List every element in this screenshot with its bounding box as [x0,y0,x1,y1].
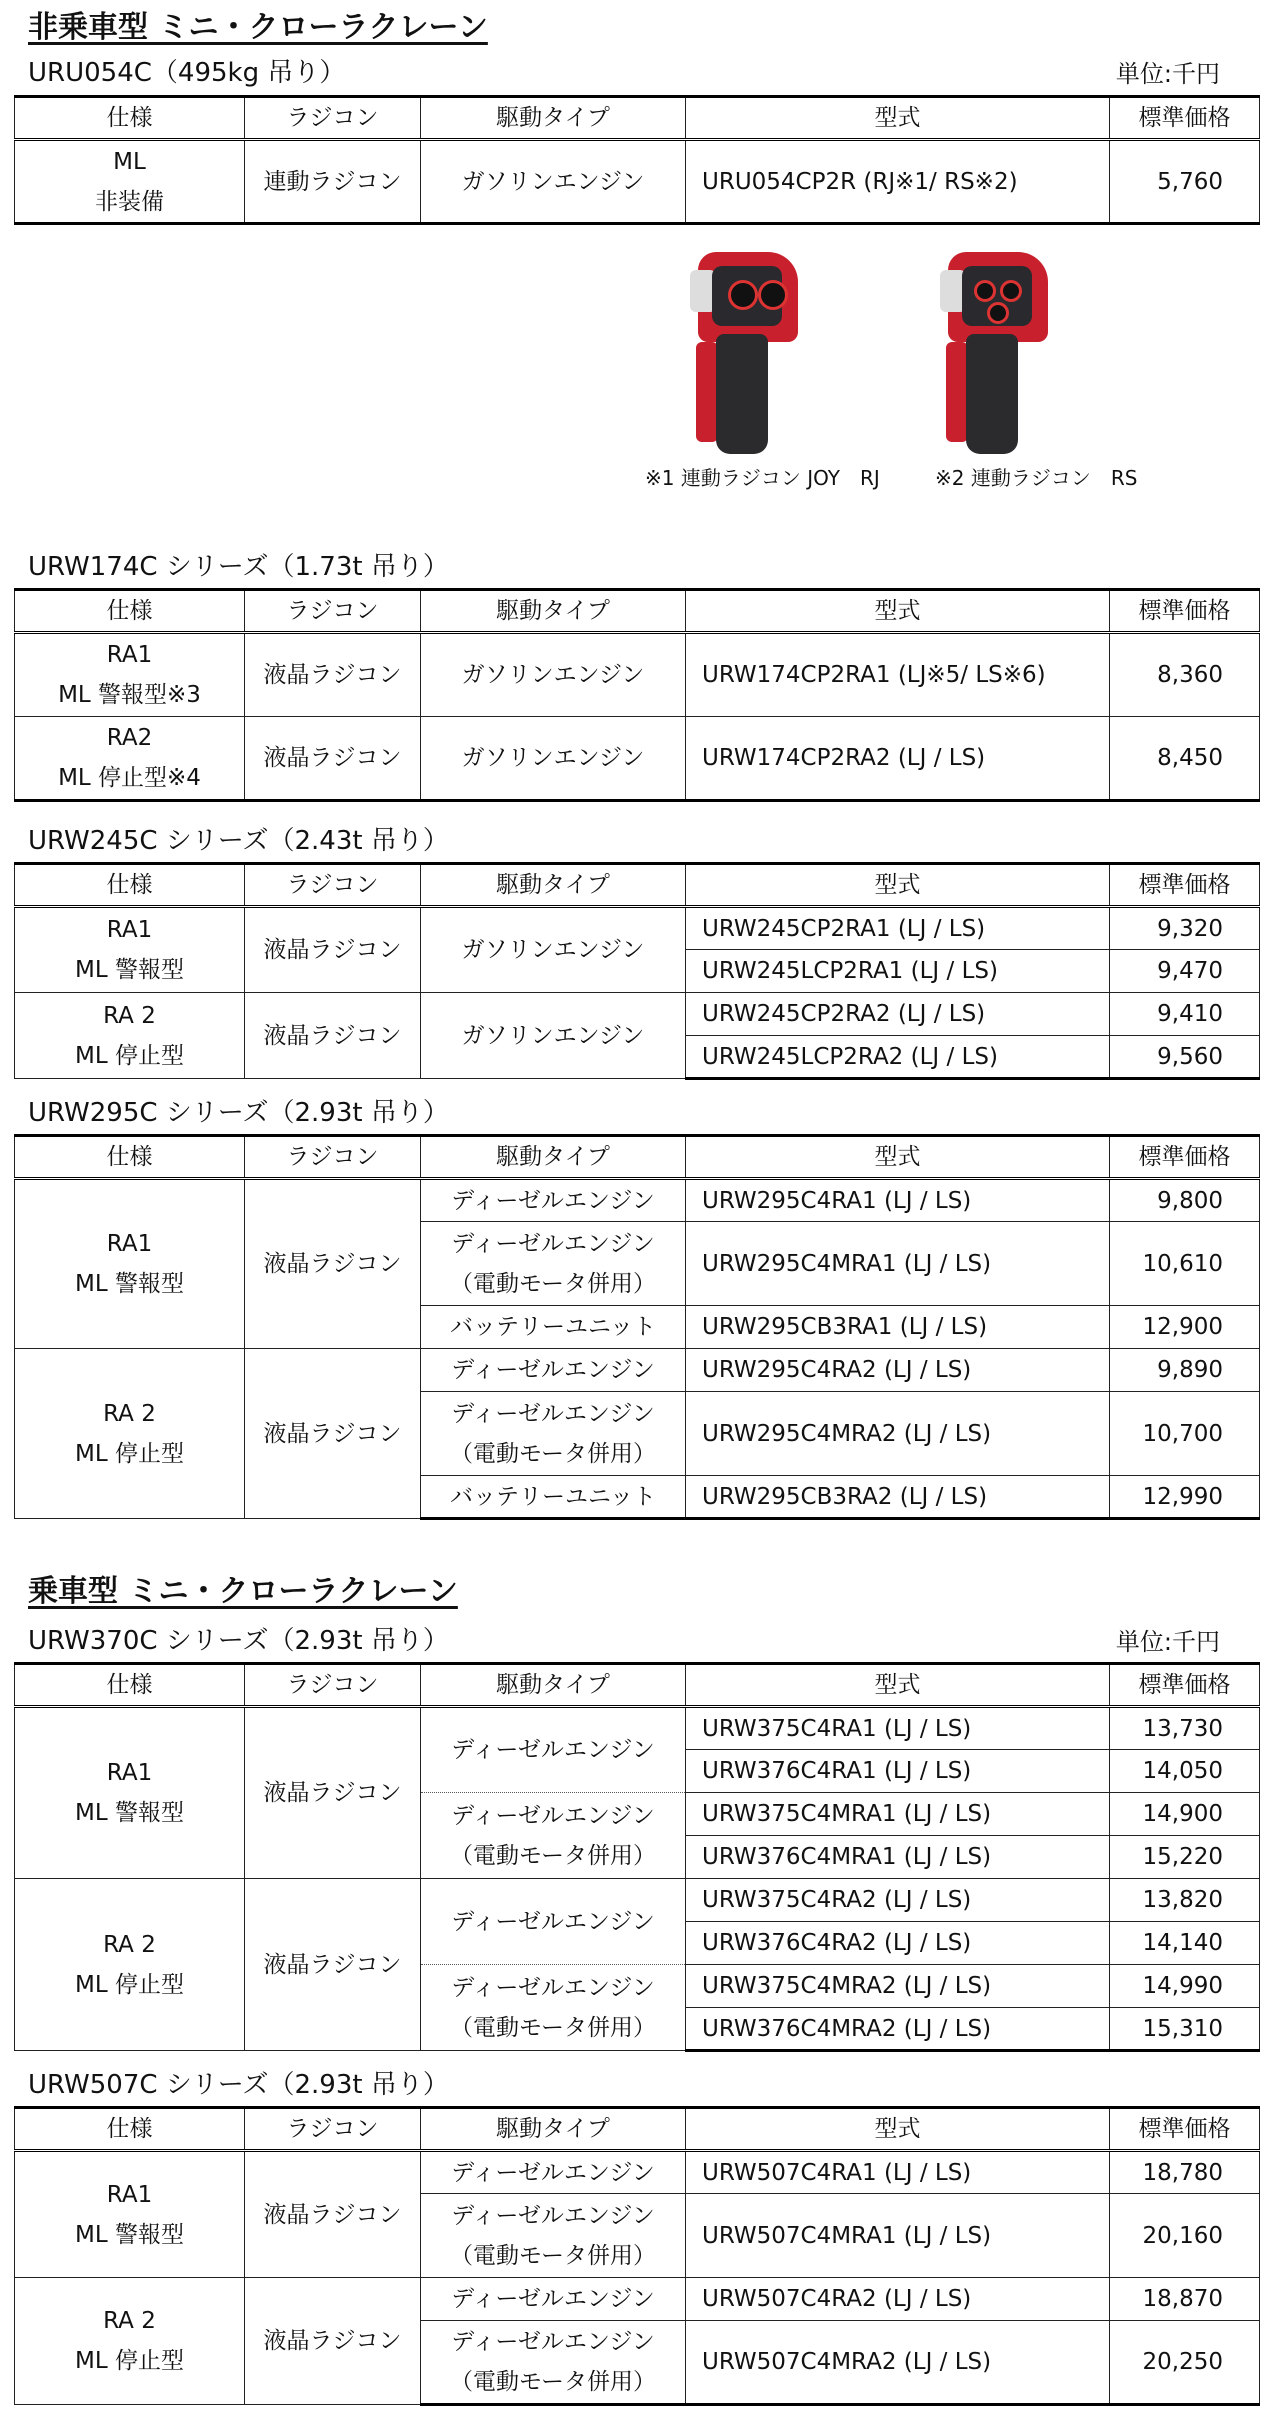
header-model: 型式 [686,590,1110,633]
drive-cell: バッテリーユニット [421,1306,686,1349]
spec-cell: RA 2 ML 停止型 [15,1879,245,2051]
price-cell: 14,900 [1110,1793,1260,1836]
header-price: 標準価格 [1110,864,1260,907]
radio-cell: 液晶ラジコン [245,2151,421,2278]
table-row [15,1879,1260,1922]
header-spec: 仕様 [15,590,245,633]
price-cell: 13,730 [1110,1707,1260,1750]
table-row [15,717,1260,801]
price-cell: 10,700 [1110,1392,1260,1476]
price-cell: 13,820 [1110,1879,1260,1922]
table-row [15,140,1260,224]
table-urw370c [14,1662,1260,2052]
model-cell: URW245CP2RA1 (LJ / LS) [686,907,1110,950]
price-cell: 9,800 [1110,1179,1260,1222]
header-price: 標準価格 [1110,1136,1260,1179]
caption-rj: ※1 連動ラジコン JOY RJ [645,466,880,490]
spec-cell: RA 2 ML 停止型 [15,1349,245,1519]
header-model: 型式 [686,1136,1110,1179]
model-cell: URW375C4RA2 (LJ / LS) [686,1879,1110,1922]
model-cell: URW174CP2RA2 (LJ / LS) [686,717,1110,801]
unit-label: 単位:千円 [1115,60,1220,88]
spec-cell: RA1 ML 警報型 [15,907,245,993]
price-cell: 9,410 [1110,993,1260,1036]
model-cell: URW375C4RA1 (LJ / LS) [686,1707,1110,1750]
spec-cell: RA 2 ML 停止型 [15,2278,245,2405]
header-radio: ラジコン [245,97,421,140]
radio-cell: 液晶ラジコン [245,2278,421,2405]
remote-rs-image [940,252,1040,462]
table-row [15,1707,1260,1750]
series-title-urw295c: URW295C シリーズ（2.93t 吊り） [28,1098,449,1128]
spec-cell: RA1 ML 警報型 [15,1179,245,1349]
model-cell: URW245CP2RA2 (LJ / LS) [686,993,1110,1036]
header-drive: 駆動タイプ [421,1664,686,1707]
header-model: 型式 [686,864,1110,907]
spec-cell: RA2 ML 停止型※4 [15,717,245,801]
price-cell: 9,320 [1110,907,1260,950]
drive-cell: ガソリンエンジン [421,907,686,993]
table-header-row [15,2108,1260,2151]
model-cell: URW376C4MRA2 (LJ / LS) [686,2008,1110,2051]
radio-cell: 連動ラジコン [245,140,421,224]
model-cell: URW295C4RA2 (LJ / LS) [686,1349,1110,1392]
model-cell: URW295CB3RA1 (LJ / LS) [686,1306,1110,1349]
radio-cell: 液晶ラジコン [245,633,421,717]
header-model: 型式 [686,1664,1110,1707]
price-cell: 12,990 [1110,1476,1260,1519]
unit-label-2: 単位:千円 [1115,1628,1220,1656]
table-row [15,2278,1260,2321]
header-spec: 仕様 [15,1136,245,1179]
radio-cell: 液晶ラジコン [245,1707,421,1879]
drive-cell: ディーゼルエンジン [421,1179,686,1222]
series-title-urw174c: URW174C シリーズ（1.73t 吊り） [28,552,449,582]
drive-cell: ガソリンエンジン [421,140,686,224]
price-cell: 14,990 [1110,1965,1260,2008]
table-row [15,1179,1260,1222]
drive-cell: ディーゼルエンジン [421,2278,686,2321]
drive-cell: ガソリンエンジン [421,993,686,1079]
price-cell: 8,450 [1110,717,1260,801]
header-radio: ラジコン [245,2108,421,2151]
header-radio: ラジコン [245,1136,421,1179]
price-cell: 18,870 [1110,2278,1260,2321]
series-title-uru054c: URU054C（495kg 吊り） [28,58,346,88]
table-row [15,633,1260,717]
model-cell: URW174CP2RA1 (LJ※5/ LS※6) [686,633,1110,717]
price-cell: 20,160 [1110,2194,1260,2278]
price-cell: 14,140 [1110,1922,1260,1965]
header-drive: 駆動タイプ [421,1136,686,1179]
drive-cell: ディーゼルエンジン （電動モータ併用） [421,1793,686,1879]
header-price: 標準価格 [1110,590,1260,633]
table-urw245c [14,862,1260,1080]
section-title-ride: 乗車型 ミニ・クローラクレーン [28,1574,458,1609]
price-cell: 15,310 [1110,2008,1260,2051]
table-row [15,2151,1260,2194]
radio-cell: 液晶ラジコン [245,1879,421,2051]
drive-cell: ディーゼルエンジン （電動モータ併用） [421,1222,686,1306]
model-cell: URW507C4MRA2 (LJ / LS) [686,2321,1110,2405]
radio-cell: 液晶ラジコン [245,1179,421,1349]
model-cell: URW376C4RA1 (LJ / LS) [686,1750,1110,1793]
price-cell: 5,760 [1110,140,1260,224]
table-urw295c [14,1134,1260,1520]
table-header-row [15,1664,1260,1707]
drive-cell: ディーゼルエンジン [421,1349,686,1392]
table-row [15,907,1260,950]
header-model: 型式 [686,97,1110,140]
spec-cell: RA1 ML 警報型 [15,2151,245,2278]
table-uru054c [14,95,1260,225]
model-cell: URW245LCP2RA2 (LJ / LS) [686,1036,1110,1079]
radio-cell: 液晶ラジコン [245,993,421,1079]
header-price: 標準価格 [1110,97,1260,140]
price-cell: 15,220 [1110,1836,1260,1879]
model-cell: URW376C4MRA1 (LJ / LS) [686,1836,1110,1879]
header-model: 型式 [686,2108,1110,2151]
spec-cell: RA1 ML 警報型 [15,1707,245,1879]
series-title-urw507c: URW507C シリーズ（2.93t 吊り） [28,2070,449,2100]
drive-cell: ディーゼルエンジン [421,1707,686,1793]
price-cell: 18,780 [1110,2151,1260,2194]
header-spec: 仕様 [15,864,245,907]
header-drive: 駆動タイプ [421,864,686,907]
model-cell: URW295C4MRA2 (LJ / LS) [686,1392,1110,1476]
model-cell: URW295C4RA1 (LJ / LS) [686,1179,1110,1222]
header-radio: ラジコン [245,590,421,633]
drive-cell: ディーゼルエンジン [421,2151,686,2194]
drive-cell: ガソリンエンジン [421,633,686,717]
remote-rj-image [690,252,790,462]
header-spec: 仕様 [15,2108,245,2151]
series-title-urw245c: URW245C シリーズ（2.43t 吊り） [28,826,449,856]
model-cell: URW295CB3RA2 (LJ / LS) [686,1476,1110,1519]
table-row [15,993,1260,1036]
model-cell: URU054CP2R (RJ※1/ RS※2) [686,140,1110,224]
header-drive: 駆動タイプ [421,2108,686,2151]
table-header-row [15,864,1260,907]
model-cell: URW245LCP2RA1 (LJ / LS) [686,950,1110,993]
drive-cell: ディーゼルエンジン （電動モータ併用） [421,1392,686,1476]
spec-cell: ML 非装備 [15,140,245,224]
header-drive: 駆動タイプ [421,97,686,140]
table-header-row [15,97,1260,140]
radio-cell: 液晶ラジコン [245,1349,421,1519]
price-cell: 20,250 [1110,2321,1260,2405]
caption-rs: ※2 連動ラジコン RS [935,466,1138,490]
radio-cell: 液晶ラジコン [245,907,421,993]
model-cell: URW507C4RA1 (LJ / LS) [686,2151,1110,2194]
price-cell: 9,560 [1110,1036,1260,1079]
drive-cell: ディーゼルエンジン （電動モータ併用） [421,2321,686,2405]
price-cell: 8,360 [1110,633,1260,717]
section-title-non-ride: 非乗車型 ミニ・クローラクレーン [28,10,488,45]
price-cell: 14,050 [1110,1750,1260,1793]
price-cell: 9,470 [1110,950,1260,993]
header-price: 標準価格 [1110,1664,1260,1707]
price-cell: 12,900 [1110,1306,1260,1349]
drive-cell: ディーゼルエンジン （電動モータ併用） [421,1965,686,2051]
series-title-urw370c: URW370C シリーズ（2.93t 吊り） [28,1626,449,1656]
table-header-row [15,1136,1260,1179]
header-spec: 仕様 [15,1664,245,1707]
header-radio: ラジコン [245,1664,421,1707]
spec-cell: RA 2 ML 停止型 [15,993,245,1079]
drive-cell: ディーゼルエンジン [421,1879,686,1965]
drive-cell: ディーゼルエンジン （電動モータ併用） [421,2194,686,2278]
header-spec: 仕様 [15,97,245,140]
model-cell: URW375C4MRA2 (LJ / LS) [686,1965,1110,2008]
model-cell: URW375C4MRA1 (LJ / LS) [686,1793,1110,1836]
header-price: 標準価格 [1110,2108,1260,2151]
spec-cell: RA1 ML 警報型※3 [15,633,245,717]
table-row [15,1349,1260,1392]
model-cell: URW507C4RA2 (LJ / LS) [686,2278,1110,2321]
model-cell: URW376C4RA2 (LJ / LS) [686,1922,1110,1965]
table-urw174c [14,588,1260,802]
drive-cell: ガソリンエンジン [421,717,686,801]
radio-cell: 液晶ラジコン [245,717,421,801]
table-header-row [15,590,1260,633]
table-urw507c [14,2106,1260,2406]
price-cell: 9,890 [1110,1349,1260,1392]
model-cell: URW507C4MRA1 (LJ / LS) [686,2194,1110,2278]
header-drive: 駆動タイプ [421,590,686,633]
header-radio: ラジコン [245,864,421,907]
price-cell: 10,610 [1110,1222,1260,1306]
model-cell: URW295C4MRA1 (LJ / LS) [686,1222,1110,1306]
drive-cell: バッテリーユニット [421,1476,686,1519]
